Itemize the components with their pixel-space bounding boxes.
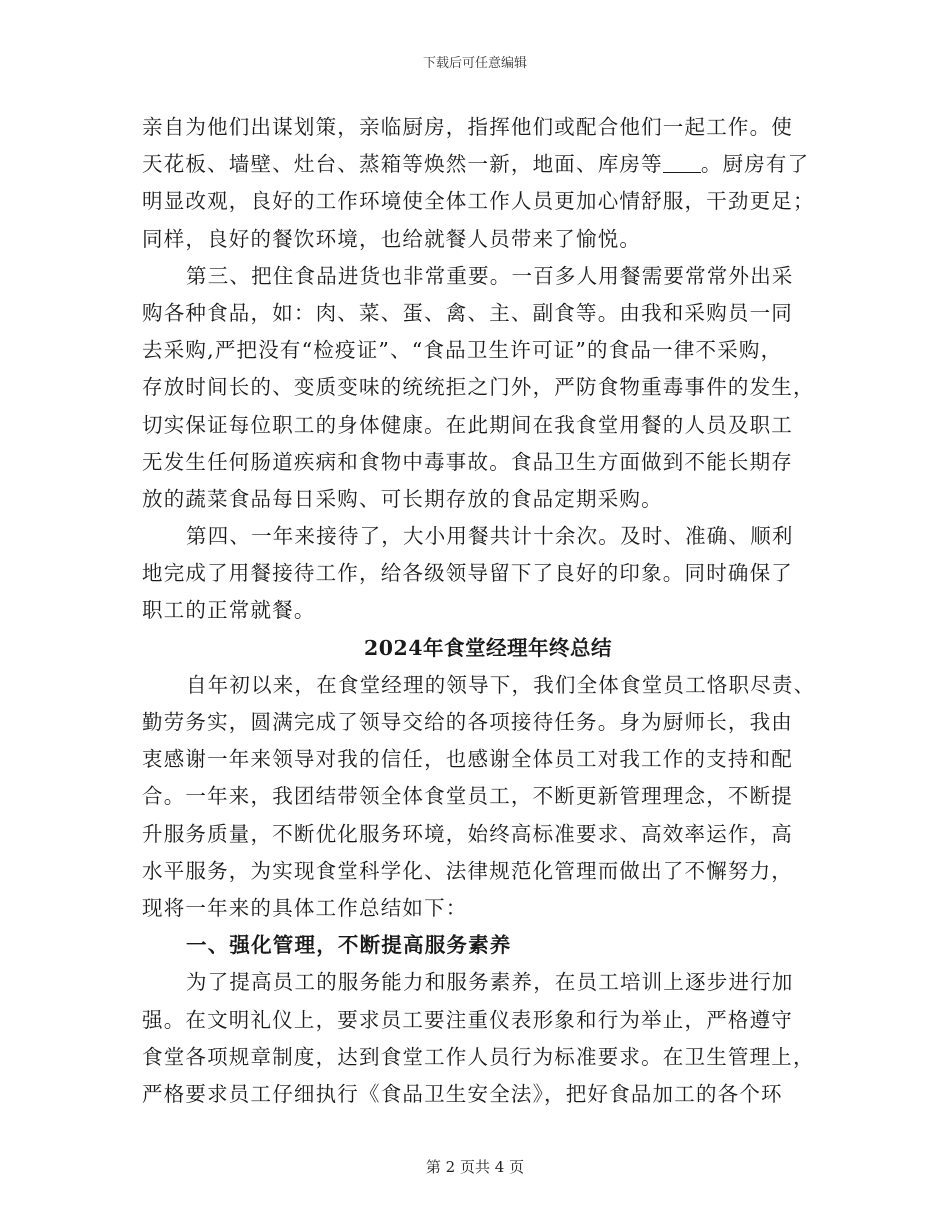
text-line: 勤劳务实，圆满完成了领导交给的各项接待任务。身为厨师长，我由 [142, 710, 793, 734]
text-line: 放的蔬菜食品每日采购、可长期存放的食品定期采购。 [142, 486, 663, 511]
paragraph-start-line: 为了提高员工的服务能力和服务素养，在员工培训上逐步进行加 [186, 970, 794, 995]
text-line: 职工的正常就餐。 [142, 598, 316, 623]
paragraph-start-line: 第三、把住食品进货也非常重要。一百多人用餐需要常常外出采 [186, 263, 794, 288]
text-line: 明显改观，良好的工作环境使全体工作人员更加心情舒服，干劲更足； [142, 189, 815, 214]
text-line: 合。一年来，我团结带领全体食堂员工，不断更新管理理念，不断提 [142, 784, 793, 809]
text-line: 同样，良好的餐饮环境，也给就餐人员带来了愉悦。 [142, 226, 642, 251]
text-line: 食堂各项规章制度，达到食堂工作人员行为标准要求。在卫生管理上， [142, 1044, 815, 1069]
document-title: 2024年食堂经理年终总结 [363, 635, 613, 660]
text-line: 存放时间长的、变质变味的统统拒之门外，严防食物重毒事件的发生， [142, 375, 815, 400]
text-line: 衷感谢一年来领导对我的信任，也感谢全体员工对我工作的支持和配 [142, 747, 793, 772]
section-heading: 一、强化管理，不断提高服务素养 [186, 933, 512, 958]
text-line: 去采购,严把没有“检疫证”、“食品卫生许可证”的食品一律不采购， [142, 338, 783, 363]
text-segment: 。厨房有了 [700, 152, 810, 177]
paragraph-start-line: 第四、一年来接待了，大小用餐共计十余次。及时、准确、顺利 [186, 524, 794, 549]
page-header: 下载后可任意编辑 [422, 56, 527, 71]
text-line: 亲自为他们出谋划策，亲临厨房，指挥他们或配合他们一起工作。使 [142, 115, 793, 139]
fill-in-blank [663, 154, 701, 173]
text-line: 严格要求员工仔细执行《食品卫生安全法》，把好食品加工的各个环 [142, 1081, 783, 1106]
text-line: 购各种食品，如：肉、菜、蛋、禽、主、副食等。由我和采购员一同 [142, 300, 793, 325]
text-line: 地完成了用餐接待工作，给各级领导留下了良好的印象。同时确保了 [142, 561, 793, 586]
text-line: 现将一年来的具体工作总结如下： [142, 895, 468, 920]
document-body [142, 109, 814, 1113]
text-line: 强。在文明礼仪上，要求员工要注重仪表形象和行为举止，严格遵守 [142, 1007, 793, 1032]
text-line: 水平服务，为实现食堂科学化、法律规范化管理而做出了不懈努力， [142, 858, 793, 883]
text-line-with-blank [142, 146, 814, 183]
paragraph-start-line: 自年初以来，在食堂经理的领导下，我们全体食堂员工恪职尽责、 [186, 672, 816, 697]
page-footer: 第 2 页共 4 页 [425, 1158, 525, 1176]
text-line: 切实保证每位职工的身体健康。在此期间在我食堂用餐的人员及职工 [142, 412, 793, 437]
text-line: 无发生任何肠道疾病和食物中毒事故。食品卫生方面做到不能长期存 [142, 449, 793, 474]
text-segment: 天花板、墙壁、灶台、蒸箱等焕然一新，地面、库房等 [142, 152, 663, 177]
text-line: 升服务质量，不断优化服务环境，始终高标准要求、高效率运作，高 [142, 821, 793, 846]
